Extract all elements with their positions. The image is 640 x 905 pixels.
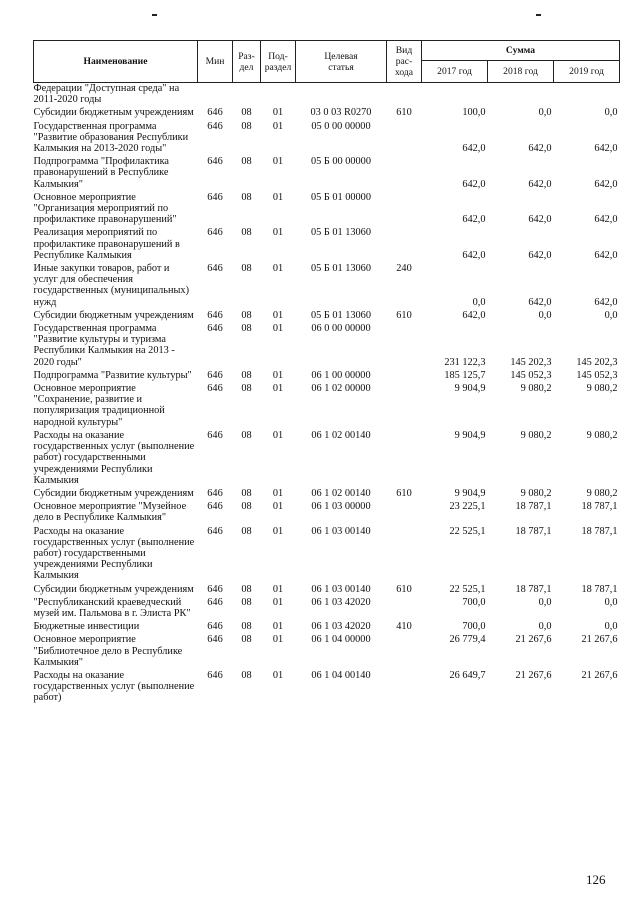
row-razdel: 08 [241, 669, 252, 681]
row-2018: 18 787,1 [515, 525, 552, 537]
row-2017 [422, 83, 488, 108]
row-podrazdel: 01 [272, 429, 284, 441]
row-celevaya: 06 1 04 00000 [311, 634, 371, 646]
row-name: "Республиканский краеведческий музей им. Пальмова в г. Элиста РК" [33, 596, 191, 619]
row-razdel: 08 [241, 525, 252, 537]
row-2018: 642,0 [528, 214, 552, 226]
table-row [34, 501, 620, 525]
row-2017: 185 125,7 [444, 369, 486, 381]
row-celevaya: 06 1 02 00000 [311, 383, 371, 395]
row-razdel: 08 [241, 369, 252, 381]
header-name: Наименование [34, 41, 198, 83]
row-min: 646 [207, 634, 223, 646]
row-2018: 18 787,1 [515, 501, 552, 513]
row-celevaya [296, 83, 387, 108]
table-row [34, 121, 620, 157]
row-min: 646 [207, 383, 223, 395]
row-min: 646 [207, 621, 223, 633]
row-name: Субсидии бюджетным учреждениям [33, 487, 194, 499]
row-podrazdel: 01 [272, 596, 284, 608]
row-celevaya: 06 1 04 00140 [311, 669, 371, 681]
row-podrazdel: 01 [272, 383, 284, 395]
table-row [34, 263, 620, 310]
row-name: Основное мероприятие "Музейное дело в Республике Калмыкия" [33, 501, 187, 524]
row-vid [387, 383, 422, 430]
row-podrazdel: 01 [272, 191, 284, 203]
row-razdel: 08 [241, 120, 252, 132]
row-celevaya: 03 0 03 R0270 [310, 107, 372, 119]
row-vid [387, 501, 422, 525]
row-name: Основное мероприятие "Библиотечное дело в Республике Калмыкия" [33, 634, 183, 668]
row-min: 646 [207, 501, 223, 513]
row-2017: 26 779,4 [449, 634, 486, 646]
table-row [34, 670, 620, 706]
row-2019: 0,0 [604, 621, 618, 633]
table-row [34, 192, 620, 228]
row-razdel: 08 [241, 191, 252, 203]
row-2017: 100,0 [462, 107, 486, 119]
row-vid [387, 227, 422, 263]
row-2017: 642,0 [462, 309, 486, 321]
row-celevaya: 06 1 03 42020 [311, 621, 371, 633]
row-celevaya: 05 Б 01 13060 [311, 227, 371, 239]
row-2018: 9 080,2 [520, 429, 552, 441]
row-2017: 9 904,9 [454, 487, 486, 499]
row-min: 646 [207, 191, 223, 203]
top-mark-left [152, 14, 157, 16]
row-celevaya: 06 1 03 00000 [311, 501, 371, 513]
row-celevaya: 06 1 00 00000 [311, 369, 371, 381]
row-podrazdel: 01 [272, 309, 284, 321]
row-vid [387, 526, 422, 584]
row-razdel: 08 [241, 501, 252, 513]
header-min: Мин [198, 41, 233, 83]
row-2017: 22 525,1 [449, 525, 486, 537]
table-row [34, 526, 620, 584]
top-mark-right [536, 14, 541, 16]
row-name: Расходы на оказание государственных услуг (выполнение работ) государственными учреждениями Республики Калмыкия [33, 429, 195, 486]
row-podrazdel: 01 [272, 323, 284, 335]
table-row [34, 227, 620, 263]
row-vid: 610 [396, 583, 412, 595]
row-razdel: 08 [241, 107, 252, 119]
row-2019: 642,0 [594, 296, 618, 308]
header-celevaya: Целевая статья [296, 41, 387, 83]
header-2018: 2018 год [488, 61, 554, 83]
row-2019: 18 787,1 [581, 525, 618, 537]
row-2017: 9 904,9 [454, 383, 486, 395]
row-podrazdel [261, 83, 296, 108]
row-podrazdel: 01 [272, 120, 284, 132]
row-razdel: 08 [241, 263, 252, 275]
table-row [34, 488, 620, 501]
row-2017: 0,0 [472, 296, 486, 308]
row-2017: 9 904,9 [454, 429, 486, 441]
row-podrazdel: 01 [272, 156, 284, 168]
row-2019: 9 080,2 [586, 429, 618, 441]
row-name: Иные закупки товаров, работ и услуг для обеспечения государственных (муниципальных) нужд [33, 263, 190, 308]
row-2017: 642,0 [462, 178, 486, 190]
row-2018: 145 052,3 [510, 369, 552, 381]
table-header [34, 41, 620, 83]
row-name: Реализация мероприятий по профилактике правонарушений в Республике Калмыкия [33, 227, 180, 261]
row-name: Подпрограмма "Развитие культуры" [33, 369, 192, 381]
row-min: 646 [207, 669, 223, 681]
row-celevaya: 06 0 00 00000 [311, 323, 371, 335]
row-2019: 642,0 [594, 214, 618, 226]
row-min: 646 [207, 369, 223, 381]
row-celevaya: 06 1 03 42020 [311, 596, 371, 608]
header-2017: 2017 год [422, 61, 488, 83]
row-celevaya: 05 Б 01 13060 [311, 263, 371, 275]
row-celevaya: 06 1 02 00140 [311, 487, 371, 499]
row-name: Подпрограмма "Профилактика правонарушений в Республике Калмыкия" [33, 156, 170, 190]
row-celevaya: 05 Б 00 00000 [311, 156, 371, 168]
row-vid [387, 192, 422, 228]
header-vid: Вид рас- хода [387, 41, 422, 83]
row-podrazdel: 01 [272, 501, 284, 513]
table-row [34, 107, 620, 120]
row-2018: 642,0 [528, 296, 552, 308]
row-name: Расходы на оказание государственных услуг (выполнение работ) государственными учреждениями Республики Калмыкия [33, 525, 195, 582]
row-2019: 642,0 [594, 249, 618, 261]
row-min: 646 [207, 429, 223, 441]
row-2019: 21 267,6 [581, 669, 618, 681]
row-2019: 0,0 [604, 107, 618, 119]
row-name: Субсидии бюджетным учреждениям [33, 583, 194, 595]
table-row [34, 156, 620, 192]
row-razdel: 08 [241, 596, 252, 608]
row-podrazdel: 01 [272, 107, 284, 119]
row-2018: 9 080,2 [520, 383, 552, 395]
table-row [34, 323, 620, 370]
row-celevaya: 06 1 03 00140 [311, 525, 371, 537]
row-vid: 610 [396, 309, 412, 321]
row-razdel: 08 [241, 383, 252, 395]
row-razdel: 08 [241, 583, 252, 595]
row-name: Основное мероприятие "Сохранение, развитие и популяризация традиционной народной культуры" [33, 383, 165, 428]
row-celevaya: 06 1 03 00140 [311, 583, 371, 595]
row-name: Расходы на оказание государственных услуг (выполнение работ) [33, 669, 195, 704]
row-vid [387, 670, 422, 706]
row-vid [387, 430, 422, 488]
row-vid [387, 83, 422, 108]
row-2018: 145 202,3 [510, 356, 552, 368]
row-2017: 23 225,1 [449, 501, 486, 513]
row-min: 646 [207, 120, 223, 132]
header-podrazdel: Под- раздел [261, 41, 296, 83]
row-2019: 9 080,2 [586, 487, 618, 499]
row-podrazdel: 01 [272, 227, 284, 239]
row-podrazdel: 01 [272, 487, 284, 499]
row-2018: 0,0 [538, 309, 552, 321]
table-row [34, 584, 620, 597]
row-2017: 22 525,1 [449, 583, 486, 595]
row-2019: 21 267,6 [581, 634, 618, 646]
row-2018: 0,0 [538, 107, 552, 119]
table-body [34, 83, 620, 706]
budget-table [33, 40, 620, 706]
header-2019: 2019 год [554, 61, 620, 83]
row-razdel: 08 [241, 487, 252, 499]
row-2019: 145 202,3 [576, 356, 618, 368]
row-2018: 0,0 [538, 621, 552, 633]
row-vid [387, 370, 422, 383]
row-2017: 700,0 [462, 621, 486, 633]
row-celevaya: 05 Б 01 13060 [311, 309, 371, 321]
row-2019: 9 080,2 [586, 383, 618, 395]
header-summa: Сумма [422, 41, 620, 61]
table-row [34, 621, 620, 634]
row-vid: 240 [396, 263, 412, 275]
row-vid [387, 597, 422, 621]
row-podrazdel: 01 [272, 525, 284, 537]
table-row [34, 597, 620, 621]
table-row [34, 634, 620, 670]
page-number: 126 [586, 872, 606, 887]
table-row [34, 310, 620, 323]
row-vid [387, 156, 422, 192]
row-2017: 642,0 [462, 214, 486, 226]
row-2018: 642,0 [528, 143, 552, 155]
row-name: Субсидии бюджетным учреждениям [33, 309, 194, 321]
row-2018: 0,0 [538, 596, 552, 608]
row-2018: 18 787,1 [515, 583, 552, 595]
row-min: 646 [207, 487, 223, 499]
row-2018: 9 080,2 [520, 487, 552, 499]
row-name: Государственная программа "Развитие образования Республики Калмыкия на 2013-2020 годы" [33, 120, 189, 155]
table-row [34, 383, 620, 430]
row-name: Бюджетные инвестиции [33, 621, 140, 633]
row-celevaya: 05 0 00 00000 [311, 120, 371, 132]
row-vid: 410 [396, 621, 412, 633]
table-row [34, 430, 620, 488]
row-2019: 642,0 [594, 178, 618, 190]
row-podrazdel: 01 [272, 634, 284, 646]
row-vid [387, 323, 422, 370]
row-podrazdel: 01 [272, 263, 284, 275]
row-name: Субсидии бюджетным учреждениям [33, 107, 194, 119]
row-vid [387, 634, 422, 670]
row-2019: 18 787,1 [581, 583, 618, 595]
row-min: 646 [207, 156, 223, 168]
row-2017: 642,0 [462, 249, 486, 261]
row-vid: 610 [396, 487, 412, 499]
row-2019 [554, 83, 620, 108]
row-2019: 642,0 [594, 143, 618, 155]
row-razdel: 08 [241, 309, 252, 321]
row-min: 646 [207, 107, 223, 119]
row-2017: 642,0 [462, 143, 486, 155]
row-min: 646 [207, 525, 223, 537]
row-2018 [488, 83, 554, 108]
row-razdel: 08 [241, 621, 252, 633]
row-min: 646 [207, 596, 223, 608]
row-2017: 26 649,7 [449, 669, 486, 681]
row-razdel: 08 [241, 227, 252, 239]
row-2017: 700,0 [462, 596, 486, 608]
row-razdel: 08 [241, 156, 252, 168]
row-2019: 0,0 [604, 309, 618, 321]
row-vid: 610 [396, 107, 412, 119]
row-podrazdel: 01 [272, 369, 284, 381]
row-2019: 0,0 [604, 596, 618, 608]
header-razdel: Раз- дел [233, 41, 261, 83]
row-name: Федерации "Доступная среда" на 2011-2020 годы [33, 83, 180, 106]
row-podrazdel: 01 [272, 621, 284, 633]
row-min: 646 [207, 309, 223, 321]
row-2019: 145 052,3 [576, 369, 618, 381]
table-row [34, 83, 620, 108]
row-name: Основное мероприятие "Организация мероприятий по профилактике правонарушений" [33, 191, 177, 226]
row-min: 646 [207, 583, 223, 595]
row-celevaya: 05 Б 01 00000 [311, 191, 371, 203]
row-razdel: 08 [241, 634, 252, 646]
row-2017: 231 122,3 [444, 356, 486, 368]
row-2019: 18 787,1 [581, 501, 618, 513]
row-2018: 21 267,6 [515, 669, 552, 681]
row-podrazdel: 01 [272, 669, 284, 681]
row-min: 646 [207, 227, 223, 239]
row-min: 646 [207, 323, 223, 335]
row-vid [387, 121, 422, 157]
row-podrazdel: 01 [272, 583, 284, 595]
row-2018: 642,0 [528, 178, 552, 190]
row-name: Государственная программа "Развитие культуры и туризма Республики Калмыкия на 2013 - 2020 годы" [33, 323, 175, 368]
row-min: 646 [207, 263, 223, 275]
row-min [198, 83, 233, 108]
row-celevaya: 06 1 02 00140 [311, 429, 371, 441]
row-2018: 642,0 [528, 249, 552, 261]
table-row [34, 370, 620, 383]
row-razdel: 08 [241, 323, 252, 335]
row-2018: 21 267,6 [515, 634, 552, 646]
row-razdel: 08 [241, 429, 252, 441]
row-razdel [233, 83, 261, 108]
